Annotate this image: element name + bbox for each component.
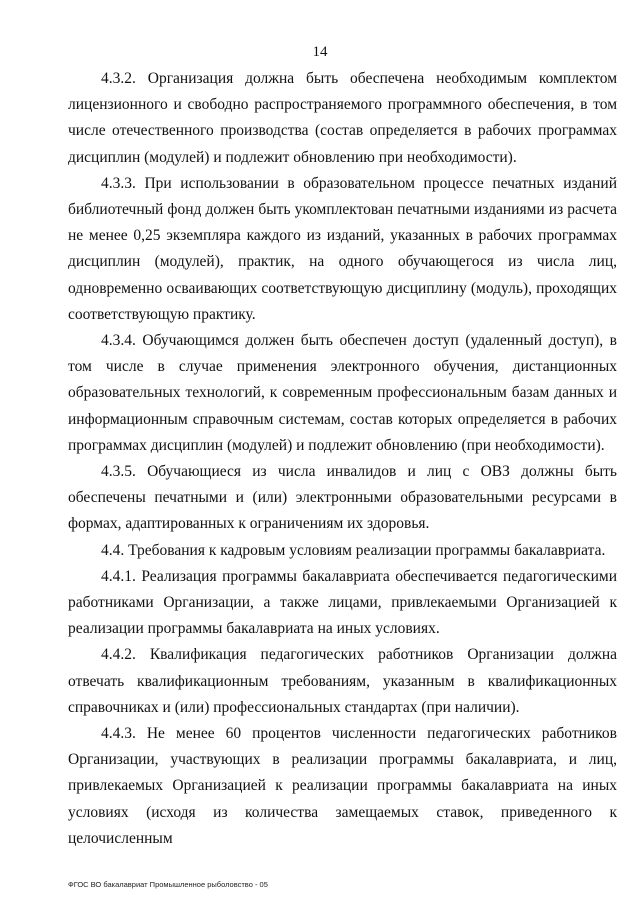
document-body xyxy=(68,66,617,852)
paragraph-4-4: 4.4. Требования к кадровым условиям реализации программы бакалавриата. xyxy=(101,541,606,559)
paragraph-4-3-5: 4.3.5. Обучающиеся из числа инвалидов и лиц с ОВЗ должны быть обеспечены печатными и (или) электронными образовательными ресурсами в формах, адаптированных к ограничениям их здоровья. xyxy=(68,463,617,533)
paragraph-4-4-3: 4.4.3. Не менее 60 процентов численности педагогических работников Организации, участвующих в реализации программы бакалавриата, и лиц, привлекаемых Организацией к реализации программы бакалавриата на иных условиях (исходя из количества замещаемых ставок, приведенного к целочисленным xyxy=(68,725,617,847)
paragraph-4-4-2: 4.4.2. Квалификация педагогических работников Организации должна отвечать квалификационным требованиям, указанным в квалификационных справочниках и (или) профессиональных стандартах (при наличии). xyxy=(68,646,617,716)
paragraph-4-3-3: 4.3.3. При использовании в образовательном процессе печатных изданий библиотечный фонд должен быть укомплектован печатными изданиями из расчета не менее 0,25 экземпляра каждого из изданий, указанных в рабочих программах дисциплин (модулей), практик, на одного обучающегося из числа лиц, одновременно осваивающих соответствующую дисциплину (модуль), проходящих соответствующую практику. xyxy=(68,174,617,323)
paragraph-4-3-2: 4.3.2. Организация должна быть обеспечена необходимым комплектом лицензионного и свободно распространяемого программного обеспечения, в том числе отечественного производства (состав определяется в рабочих программах дисциплин (модулей) и подлежит обновлению при необходимости). xyxy=(68,70,617,166)
paragraph-4-4-1: 4.4.1. Реализация программы бакалавриата обеспечивается педагогическими работниками Организации, а также лицами, привлекаемыми Организацией к реализации программы бакалавриата на иных условиях. xyxy=(68,567,617,638)
paragraph-4-3-4: 4.3.4. Обучающимся должен быть обеспечен доступ (удаленный доступ), в том числе в случае применения электронного обучения, дистанционных образовательных технологий, к современным профессиональным базам данных и информационным справочным системам, состав которых определяется в рабочих программах дисциплин (модулей) и подлежит обновлению (при необходимости). xyxy=(68,332,617,454)
page-footer: ФГОС ВО бакалавриат Промышленное рыболовство - 05 xyxy=(68,880,268,889)
page-number: 14 xyxy=(312,44,328,60)
